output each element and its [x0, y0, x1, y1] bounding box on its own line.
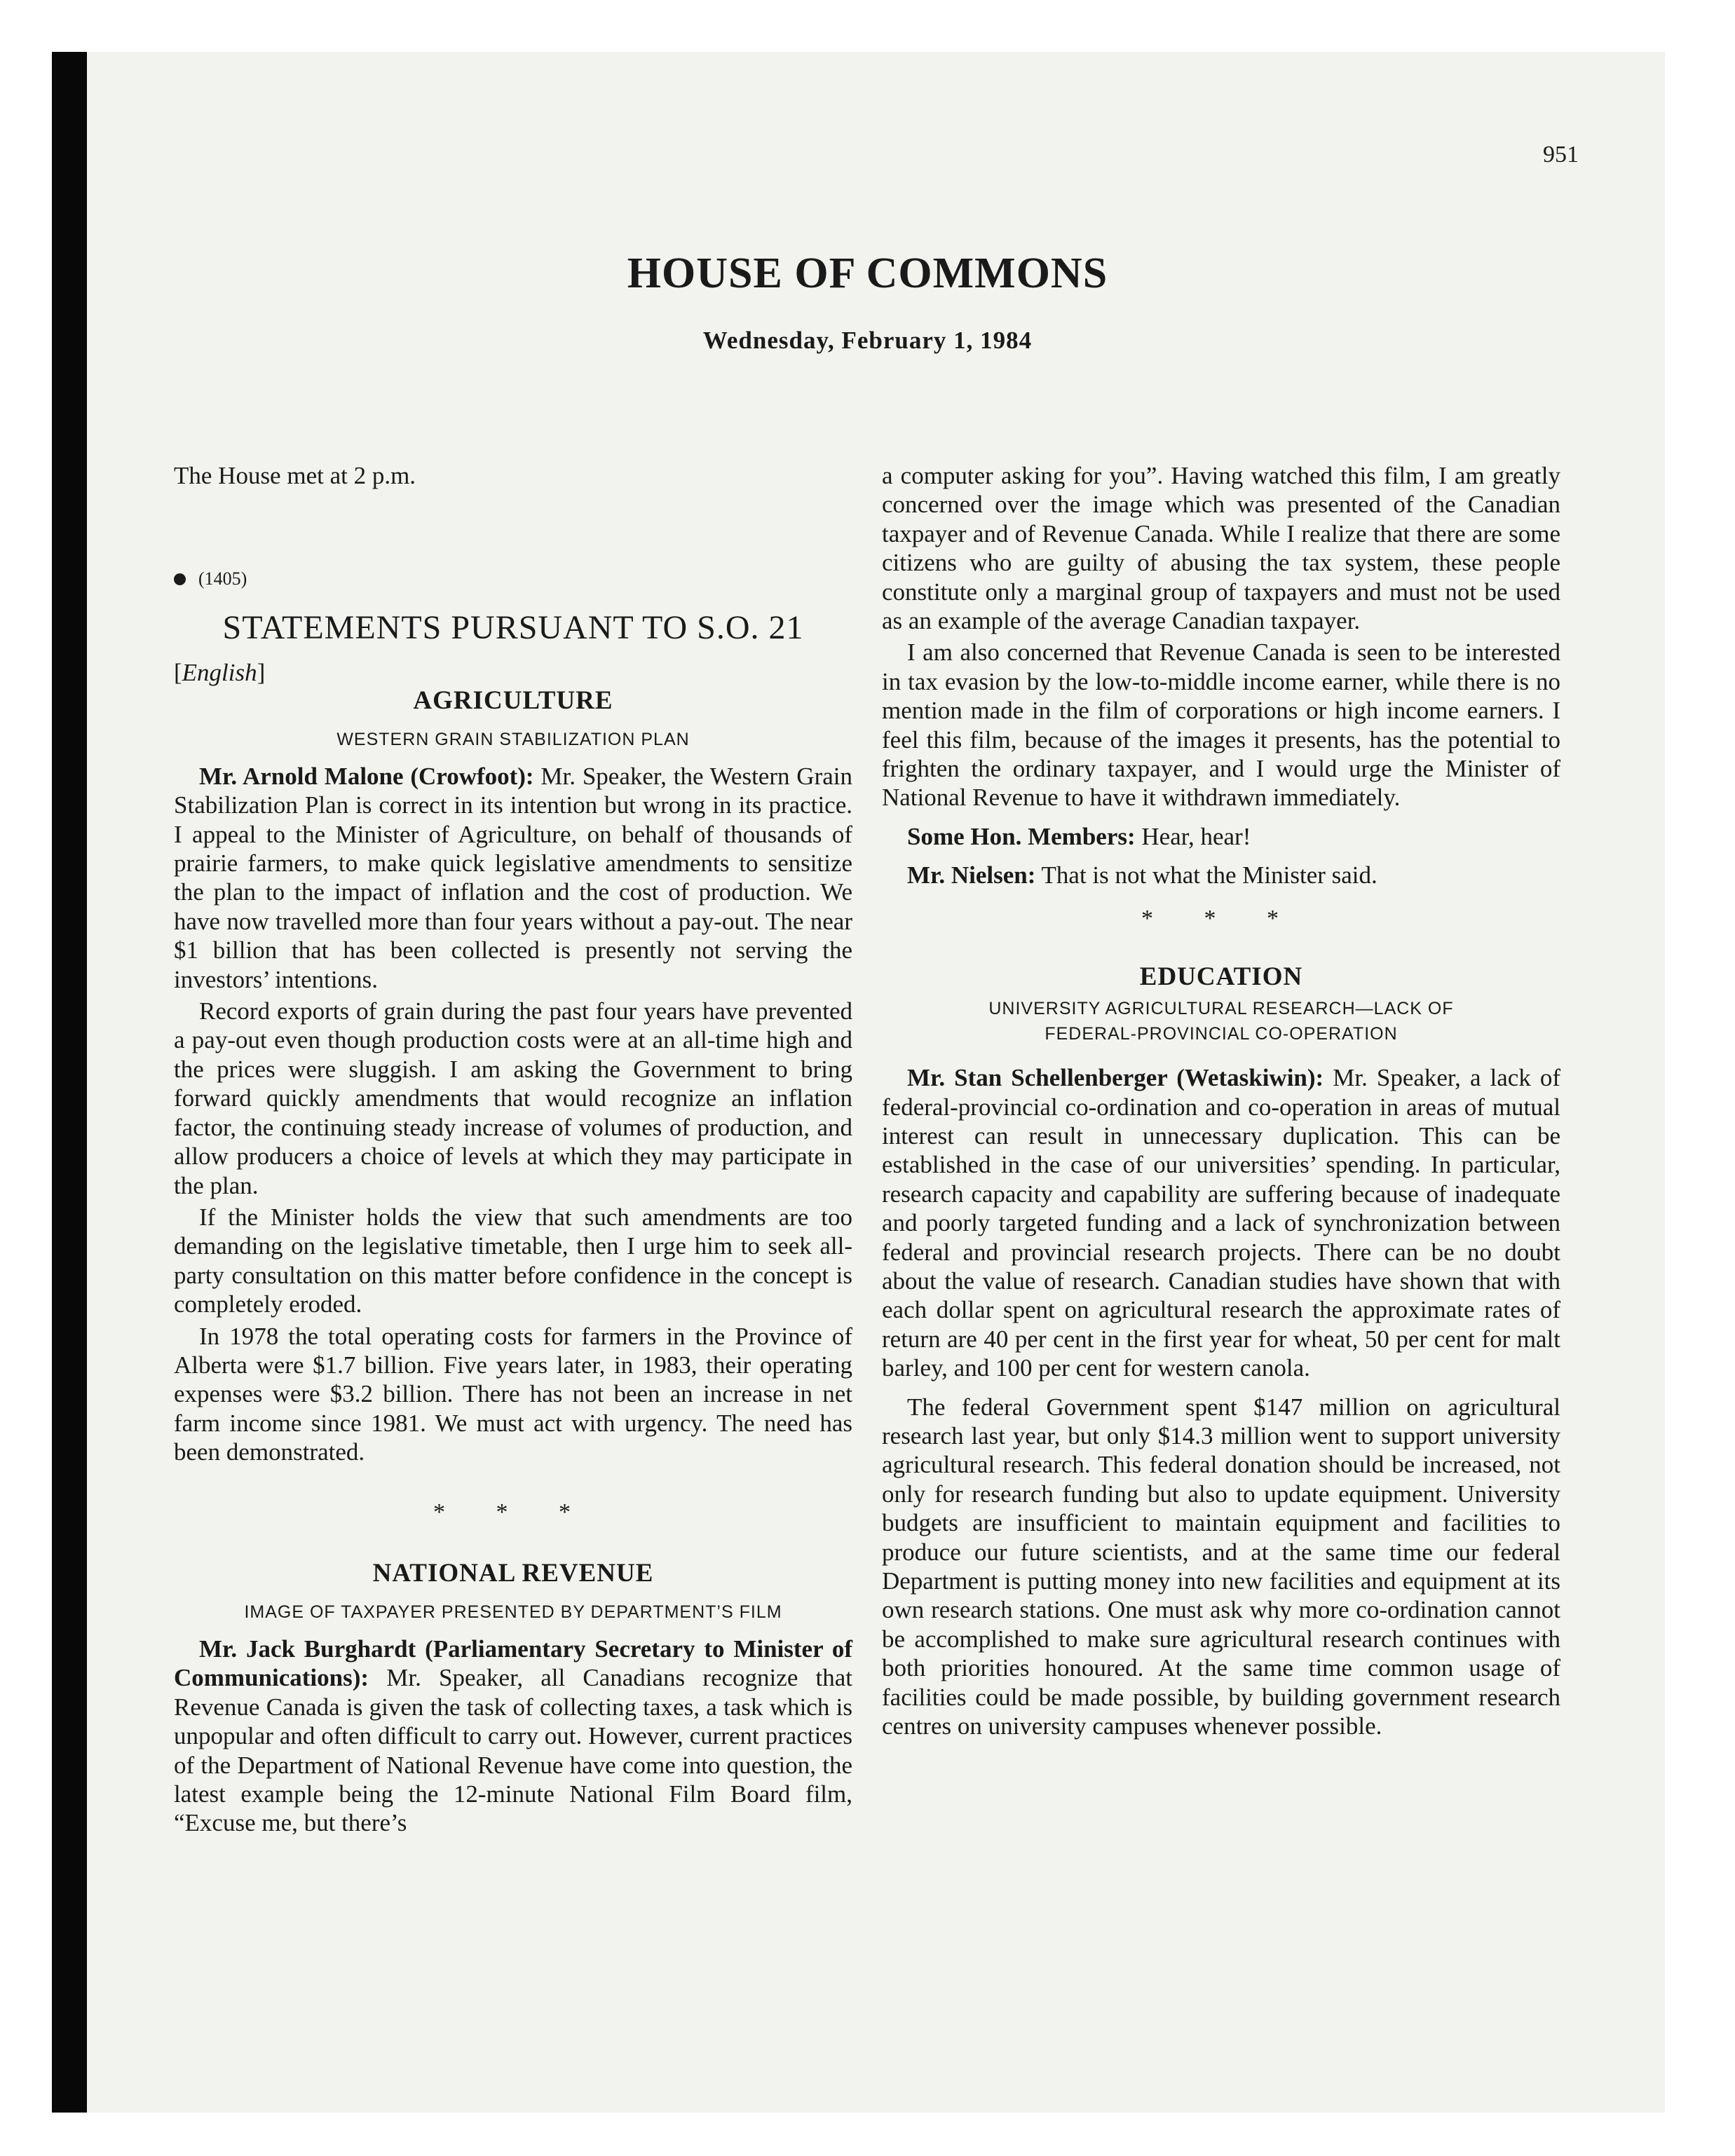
agriculture-paragraph-3: If the Minister holds the view that such amendments are too demanding on the legislative timetable, then I urge him to seek all-party consultation on this matter before confidence in the concept is completely eroded.: [174, 1203, 852, 1318]
speaker-schellenberger: Mr. Stan Schellenberger (Wetaskiwin):: [907, 1064, 1324, 1092]
subtitle-research-line-2: FEDERAL-PROVINCIAL CO-OPERATION: [1045, 1024, 1398, 1044]
nielsen-interjection: [882, 861, 1560, 889]
education-paragraph-1: [882, 1063, 1560, 1382]
bullet-icon: [174, 573, 186, 585]
binding-edge: [52, 52, 87, 2113]
language-marker: [174, 658, 852, 687]
speaker-burghardt: Mr. Jack Burghardt (Parliamentary Secretary to Minister of Communications):: [174, 1635, 852, 1692]
section-title-national-revenue: NATIONAL REVENUE: [372, 1558, 654, 1588]
national-revenue-text-1: Mr. Speaker, all Canadians recognize that Revenue Canada is given the task of collecting taxes, a task which is unpopular and often difficult to carry out. However, current practices of the Department of National Revenue have come into question, the latest example being the 12-minute National Film Board film, “Excuse me, but there’s: [174, 1664, 852, 1837]
subtitle-taxpayer-film: IMAGE OF TAXPAYER PRESENTED BY DEPARTMENT’S FILM: [244, 1602, 782, 1622]
sitting-date: Wednesday, February 1, 1984: [702, 327, 1033, 354]
subtitle-grain-plan: WESTERN GRAIN STABILIZATION PLAN: [336, 729, 690, 749]
section-title-education: EDUCATION: [1139, 962, 1303, 992]
speaker-hon-members: Some Hon. Members:: [907, 822, 1136, 850]
education-paragraph-2: The federal Government spent $147 million on agricultural research last year, but only $14.3 million went to support university agricultural research. This federal donation should be increased, not only for research funding but also to update equipment. University budgets are insufficient to maintain equipment and facilities to produce our future scientists, and at the same time our federal Department is putting money into new facilities and equipment at its own research stations. One must ask why more co-ordination cannot be accomplished to make sure agricultural research continues with both priorities honoured. At the same time common usage of facilities could be made possible, by building government research centres on university campuses whenever possible.: [882, 1393, 1560, 1740]
section-title-agriculture: AGRICULTURE: [413, 685, 613, 715]
statements-heading: STATEMENTS PURSUANT TO S.O. 21: [222, 609, 804, 647]
time-marker: [174, 567, 852, 591]
house-met-line: The House met at 2 p.m.: [174, 462, 416, 489]
national-revenue-paragraph-1: [174, 1635, 852, 1838]
speaker-nielsen: Mr. Nielsen:: [907, 861, 1036, 889]
left-column: [174, 461, 852, 1838]
house-title: HOUSE OF COMMONS: [627, 250, 1108, 297]
agriculture-paragraph-2: Record exports of grain during the past four years have prevented a pay-out even though production costs were at an all-time high and the prices were sluggish. I am asking the Government to bring forward quickly amendments that would recognize an inflation factor, the continuing steady increase of volumes of production, and allow producers a choice of levels at which they may participate in the plan.: [174, 997, 852, 1199]
right-column: [882, 461, 1560, 1740]
agriculture-paragraph-1: [174, 762, 852, 994]
separator-stars-right: * * *: [1141, 905, 1301, 932]
page-number: 951: [1543, 142, 1579, 168]
members-interjection: [882, 822, 1560, 851]
speaker-malone: Mr. Arnold Malone (Crowfoot):: [199, 762, 534, 790]
subtitle-research-line-1: UNIVERSITY AGRICULTURAL RESEARCH—LACK OF: [988, 999, 1454, 1019]
language-name: English: [182, 659, 257, 687]
nielsen-text: That is not what the Minister said.: [1041, 861, 1377, 889]
language-bracket-open: [: [174, 659, 182, 687]
agriculture-text-1: Mr. Speaker, the Western Grain Stabilization Plan is correct in its intention but wrong in its practice. I appeal to the Minister of Agriculture, on behalf of thousands of prairie farmers, to make quick legislative amendments to sensitize the plan to the impact of inflation and the cost of production. We have now travelled more than four years without a pay-out. The near $1 billion that has been collected is presently not serving the investors’ intentions.: [174, 762, 852, 993]
members-text: Hear, hear!: [1141, 822, 1251, 850]
language-bracket-close: ]: [257, 659, 266, 687]
national-revenue-continued: a computer asking for you”. Having watched this film, I am greatly concerned over the image which was presented of the Canadian taxpayer and of Revenue Canada. While I realize that there are some citizens who are guilty of abusing the tax system, these people constitute only a marginal group of taxpayers and must not be used as an example of the average Canadian taxpayer.: [882, 462, 1560, 635]
education-text-1: Mr. Speaker, a lack of federal-provincial co-ordination and co-operation in areas of mutual interest can result in unnecessary duplication. This can be established in the case of our universities’ spending. In particular, research capacity and capability are suffering because of inadequate and poorly targeted funding and a lack of synchronization between federal and provincial research projects. There can be no doubt about the value of research. Canadian studies have shown that with each dollar spent on agricultural research the approximate rates of return are 40 per cent in the first year for wheat, 50 per cent for malt barley, and 100 per cent for western canola.: [882, 1064, 1560, 1382]
separator-stars-left: * * *: [433, 1499, 593, 1525]
time-marker-text: (1405): [198, 568, 247, 589]
national-revenue-paragraph-2: I am also concerned that Revenue Canada is seen to be interested in tax evasion by the low-to-middle income earner, while there is no mention made in the film of corporations or high income earners. I feel this film, because of the images it presents, has the potential to frighten the ordinary taxpayer, and I would urge the Minister of National Revenue to have it withdrawn immediately.: [882, 639, 1560, 812]
agriculture-paragraph-4: In 1978 the total operating costs for farmers in the Province of Alberta were $1.7 billion. Five years later, in 1983, their operating expenses were $3.2 billion. There has not been an increase in net farm income since 1981. We must act with urgency. The need has been demonstrated.: [174, 1322, 852, 1466]
